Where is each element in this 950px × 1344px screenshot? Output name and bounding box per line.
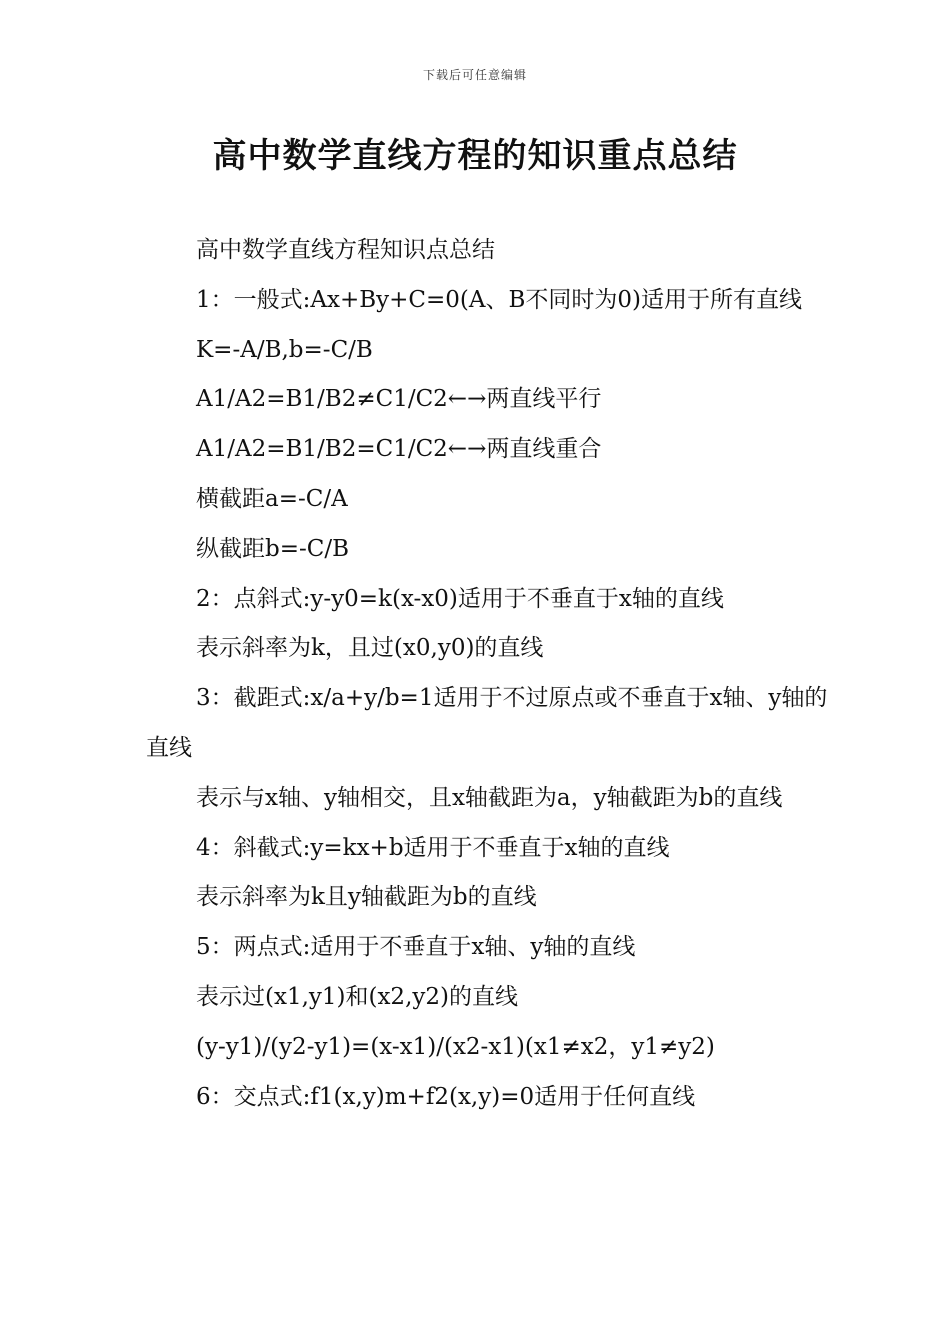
paragraph-general-form: 1：一般式:Ax+By+C=0(A、B不同时为0)适用于所有直线 bbox=[196, 286, 802, 313]
paragraph-slope-intercept-meaning: 表示斜率为k且y轴截距为b的直线 bbox=[196, 884, 537, 911]
paragraph-two-point-equation: (y-y1)/(y2-y1)=(x-x1)/(x2-x1)(x1≠x2，y1≠y2) bbox=[196, 1033, 715, 1060]
paragraph-intersection-form: 6：交点式:f1(x,y)m+f2(x,y)=0适用于任何直线 bbox=[196, 1083, 696, 1110]
paragraph-two-point-form: 5：两点式:适用于不垂直于x轴、y轴的直线 bbox=[196, 934, 636, 961]
document-body bbox=[146, 226, 836, 1122]
paragraph-slope-intercept-form: 4：斜截式:y=kx+b适用于不垂直于x轴的直线 bbox=[196, 834, 670, 861]
page-title: 高中数学直线方程的知识重点总结 bbox=[212, 136, 738, 176]
paragraph-parallel-condition: A1/A2=B1/B2≠C1/C2←→两直线平行 bbox=[196, 386, 602, 413]
header-note: 下载后可任意编辑 bbox=[422, 68, 527, 82]
paragraph-slope-intercept-relation: K=-A/B,b=-C/B bbox=[196, 336, 373, 363]
paragraph-intro: 高中数学直线方程知识点总结 bbox=[196, 237, 495, 263]
paragraph-y-intercept: 纵截距b=-C/B bbox=[196, 535, 350, 562]
paragraph-intercept-meaning: 表示与x轴、y轴相交，且x轴截距为a，y轴截距为b的直线 bbox=[196, 784, 783, 811]
paragraph-x-intercept: 横截距a=-C/A bbox=[196, 485, 348, 512]
paragraph-two-point-meaning: 表示过(x1,y1)和(x2,y2)的直线 bbox=[196, 983, 518, 1010]
paragraph-point-slope-meaning: 表示斜率为k，且过(x0,y0)的直线 bbox=[196, 635, 544, 662]
paragraph-point-slope-form: 2：点斜式:y-y0=k(x-x0)适用于不垂直于x轴的直线 bbox=[196, 585, 724, 612]
paragraph-intercept-form: 3：截距式:x/a+y/b=1适用于不过原点或不垂直于x轴、y轴的直线 bbox=[146, 685, 828, 761]
paragraph-coincident-condition: A1/A2=B1/B2=C1/C2←→两直线重合 bbox=[196, 436, 602, 463]
